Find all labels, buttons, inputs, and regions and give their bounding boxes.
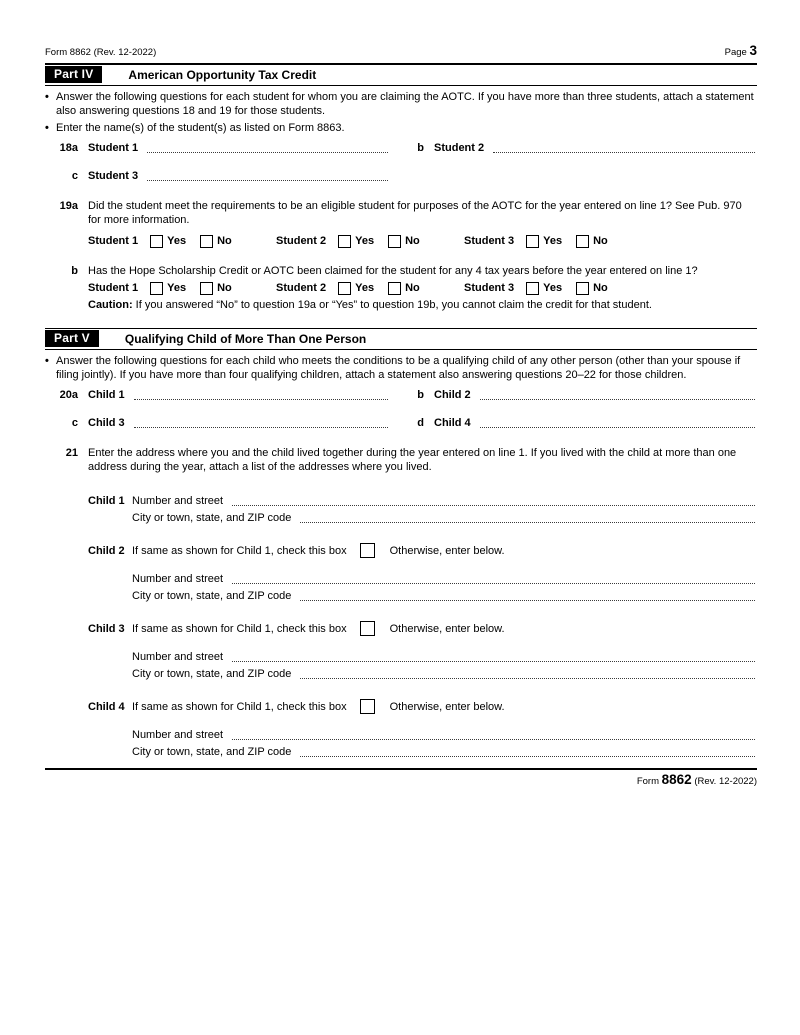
city-label: City or town, state, and ZIP code (132, 746, 292, 758)
line-20a-row (45, 388, 757, 402)
child-1-address-block (88, 494, 757, 525)
19a-student3-no-checkbox[interactable] (576, 235, 589, 248)
child-1-label: Child 1 (88, 389, 125, 401)
child-1-address-label: Child 1 (88, 495, 125, 507)
bullet-icon: • (45, 122, 49, 134)
19b-student1-no-checkbox[interactable] (200, 282, 213, 295)
page-header (45, 44, 757, 65)
child-2-address-label: Child 2 (88, 544, 125, 557)
19b-student3-no-checkbox[interactable] (576, 282, 589, 295)
city-label: City or town, state, and ZIP code (132, 590, 292, 602)
line-number-18c: c (71, 170, 78, 182)
page-indicator (725, 44, 757, 60)
child-2-same-address-checkbox[interactable] (360, 543, 375, 558)
19a-student1-no-checkbox[interactable] (200, 235, 213, 248)
line-number-21: 21 (65, 447, 78, 459)
same-as-child1-text: If same as shown for Child 1, check this box (132, 544, 347, 557)
line-19a-checkbox-row (88, 234, 757, 248)
part-v-instruction: • Answer the following questions for each child who meets the conditions to be a qualifying child of any other person (other than your spouse if filing jointly). If you have more than four qualifying children, attach a statement also answering questions 20–22 for those children. (45, 355, 741, 381)
child-3-city-field[interactable] (300, 667, 755, 679)
line-number-20a: 20a (59, 389, 78, 401)
child-3-same-address-checkbox[interactable] (360, 621, 375, 636)
child-4-street-field[interactable] (232, 728, 755, 740)
part-iv-header (45, 65, 757, 86)
part-iv-label: Part IV (45, 66, 102, 83)
page-word: Page (724, 47, 747, 58)
19b-student3-yes-checkbox[interactable] (526, 282, 539, 295)
child-4-name-field[interactable] (480, 416, 755, 428)
footer-rule (45, 768, 757, 770)
student-2-name-field[interactable] (493, 141, 755, 153)
bullet-icon: • (45, 355, 49, 367)
19a-student1-group: Student 1 Yes No (88, 235, 232, 247)
line-19a-question-row (45, 199, 757, 227)
part-v-label: Part V (45, 330, 99, 347)
19a-student2-group: Student 2 Yes No (276, 235, 420, 247)
footer-form-number: 8862 (661, 772, 692, 787)
line-20c-row (45, 416, 757, 430)
child-3-address-block (88, 621, 757, 681)
form-revision-reference: Form 8862 (Rev. 12-2022) (45, 47, 157, 58)
street-label: Number and street (132, 729, 224, 741)
child-1-city-field[interactable] (300, 511, 755, 523)
student-2-label: Student 2 (434, 142, 485, 154)
19a-student2-no-checkbox[interactable] (388, 235, 401, 248)
child-4-address-block (88, 699, 757, 759)
line-19b-question-row (45, 264, 757, 278)
student-3-name-field[interactable] (147, 169, 388, 181)
19a-student3-yes-checkbox[interactable] (526, 235, 539, 248)
footer-form-reference (45, 773, 757, 789)
line-number-18a: 18a (59, 142, 78, 154)
child-1-name-field[interactable] (134, 388, 388, 400)
child-3-name-field[interactable] (134, 416, 388, 428)
child-2-city-field[interactable] (300, 589, 755, 601)
line-number-20d: d (417, 417, 424, 429)
child-4-label: Child 4 (434, 417, 471, 429)
child-1-street-field[interactable] (232, 494, 755, 506)
child-3-street-field[interactable] (232, 650, 755, 662)
child-4-address-label: Child 4 (88, 700, 125, 713)
part-v-header (45, 328, 757, 350)
page-number: 3 (749, 43, 757, 58)
street-label: Number and street (132, 651, 224, 663)
child-4-city-field[interactable] (300, 745, 755, 757)
child-2-address-block (88, 543, 757, 603)
child-2-street-field[interactable] (232, 572, 755, 584)
child-2-label: Child 2 (434, 389, 471, 401)
child-2-name-field[interactable] (480, 388, 755, 400)
line-21-question-row (45, 446, 757, 474)
19b-student2-yes-checkbox[interactable] (338, 282, 351, 295)
question-19a-text: Did the student meet the requirements to be an eligible student for purposes of the AOTC for the year entered on line 1? See Pub. 970 for more information. (88, 200, 742, 226)
19a-student2-yes-checkbox[interactable] (338, 235, 351, 248)
part-iv-title: American Opportunity Tax Credit (128, 67, 317, 82)
part-iv-instruction-2: • Enter the name(s) of the student(s) as listed on Form 8863. (45, 122, 345, 134)
child-4-same-address-checkbox[interactable] (360, 699, 375, 714)
19b-student1-group: Student 1 Yes No (88, 282, 232, 294)
same-as-child1-text: If same as shown for Child 1, check this box (132, 700, 347, 713)
city-label: City or town, state, and ZIP code (132, 668, 292, 680)
19b-student2-no-checkbox[interactable] (388, 282, 401, 295)
otherwise-text: Otherwise, enter below. (389, 544, 505, 557)
line-number-18b: b (417, 142, 424, 154)
street-label: Number and street (132, 573, 224, 585)
19b-student1-yes-checkbox[interactable] (150, 282, 163, 295)
19b-student2-group: Student 2 Yes No (276, 282, 420, 294)
line-18c-row (45, 169, 757, 183)
line-number-19b: b (71, 265, 78, 277)
city-label: City or town, state, and ZIP code (132, 512, 292, 524)
line-19b-checkbox-row (88, 281, 757, 295)
caution-label: Caution: (88, 299, 133, 311)
child-3-label: Child 3 (88, 417, 125, 429)
line-number-19a: 19a (59, 200, 78, 212)
child-3-address-label: Child 3 (88, 622, 125, 635)
19a-student1-yes-checkbox[interactable] (150, 235, 163, 248)
student-1-label: Student 1 (88, 142, 139, 154)
footer-revision: (Rev. 12-2022) (694, 776, 757, 787)
question-21-text: Enter the address where you and the child lived together during the year entered on line 1. If you lived with the child at more than one address during the year, attach a list of the addresses where you lived. (88, 447, 737, 473)
student-1-name-field[interactable] (147, 141, 388, 153)
bullet-icon: • (45, 91, 49, 103)
street-label: Number and street (132, 495, 224, 507)
otherwise-text: Otherwise, enter below. (389, 622, 505, 635)
student-3-label: Student 3 (88, 170, 139, 182)
line-number-20b: b (417, 389, 424, 401)
same-as-child1-text: If same as shown for Child 1, check this box (132, 622, 347, 635)
caution-note: Caution: If you answered “No” to question 19a or “Yes” to question 19b, you cannot claim the credit for that student. (88, 299, 652, 311)
footer-form-word: Form (636, 776, 659, 787)
line-number-20c: c (71, 417, 78, 429)
question-19b-text: Has the Hope Scholarship Credit or AOTC been claimed for the student for any 4 tax years before the year entered on line 1? (88, 265, 698, 277)
part-iv-instruction-1: • Answer the following questions for each student for whom you are claiming the AOTC. If you have more than three students, attach a statement also answering questions 18 and 19 for those students. (45, 91, 754, 117)
part-v-title: Qualifying Child of More Than One Person (124, 331, 367, 346)
19b-student3-group: Student 3 Yes No (464, 282, 608, 294)
otherwise-text: Otherwise, enter below. (389, 700, 505, 713)
19a-student3-group: Student 3 Yes No (464, 235, 608, 247)
line-18a-row (45, 141, 757, 155)
